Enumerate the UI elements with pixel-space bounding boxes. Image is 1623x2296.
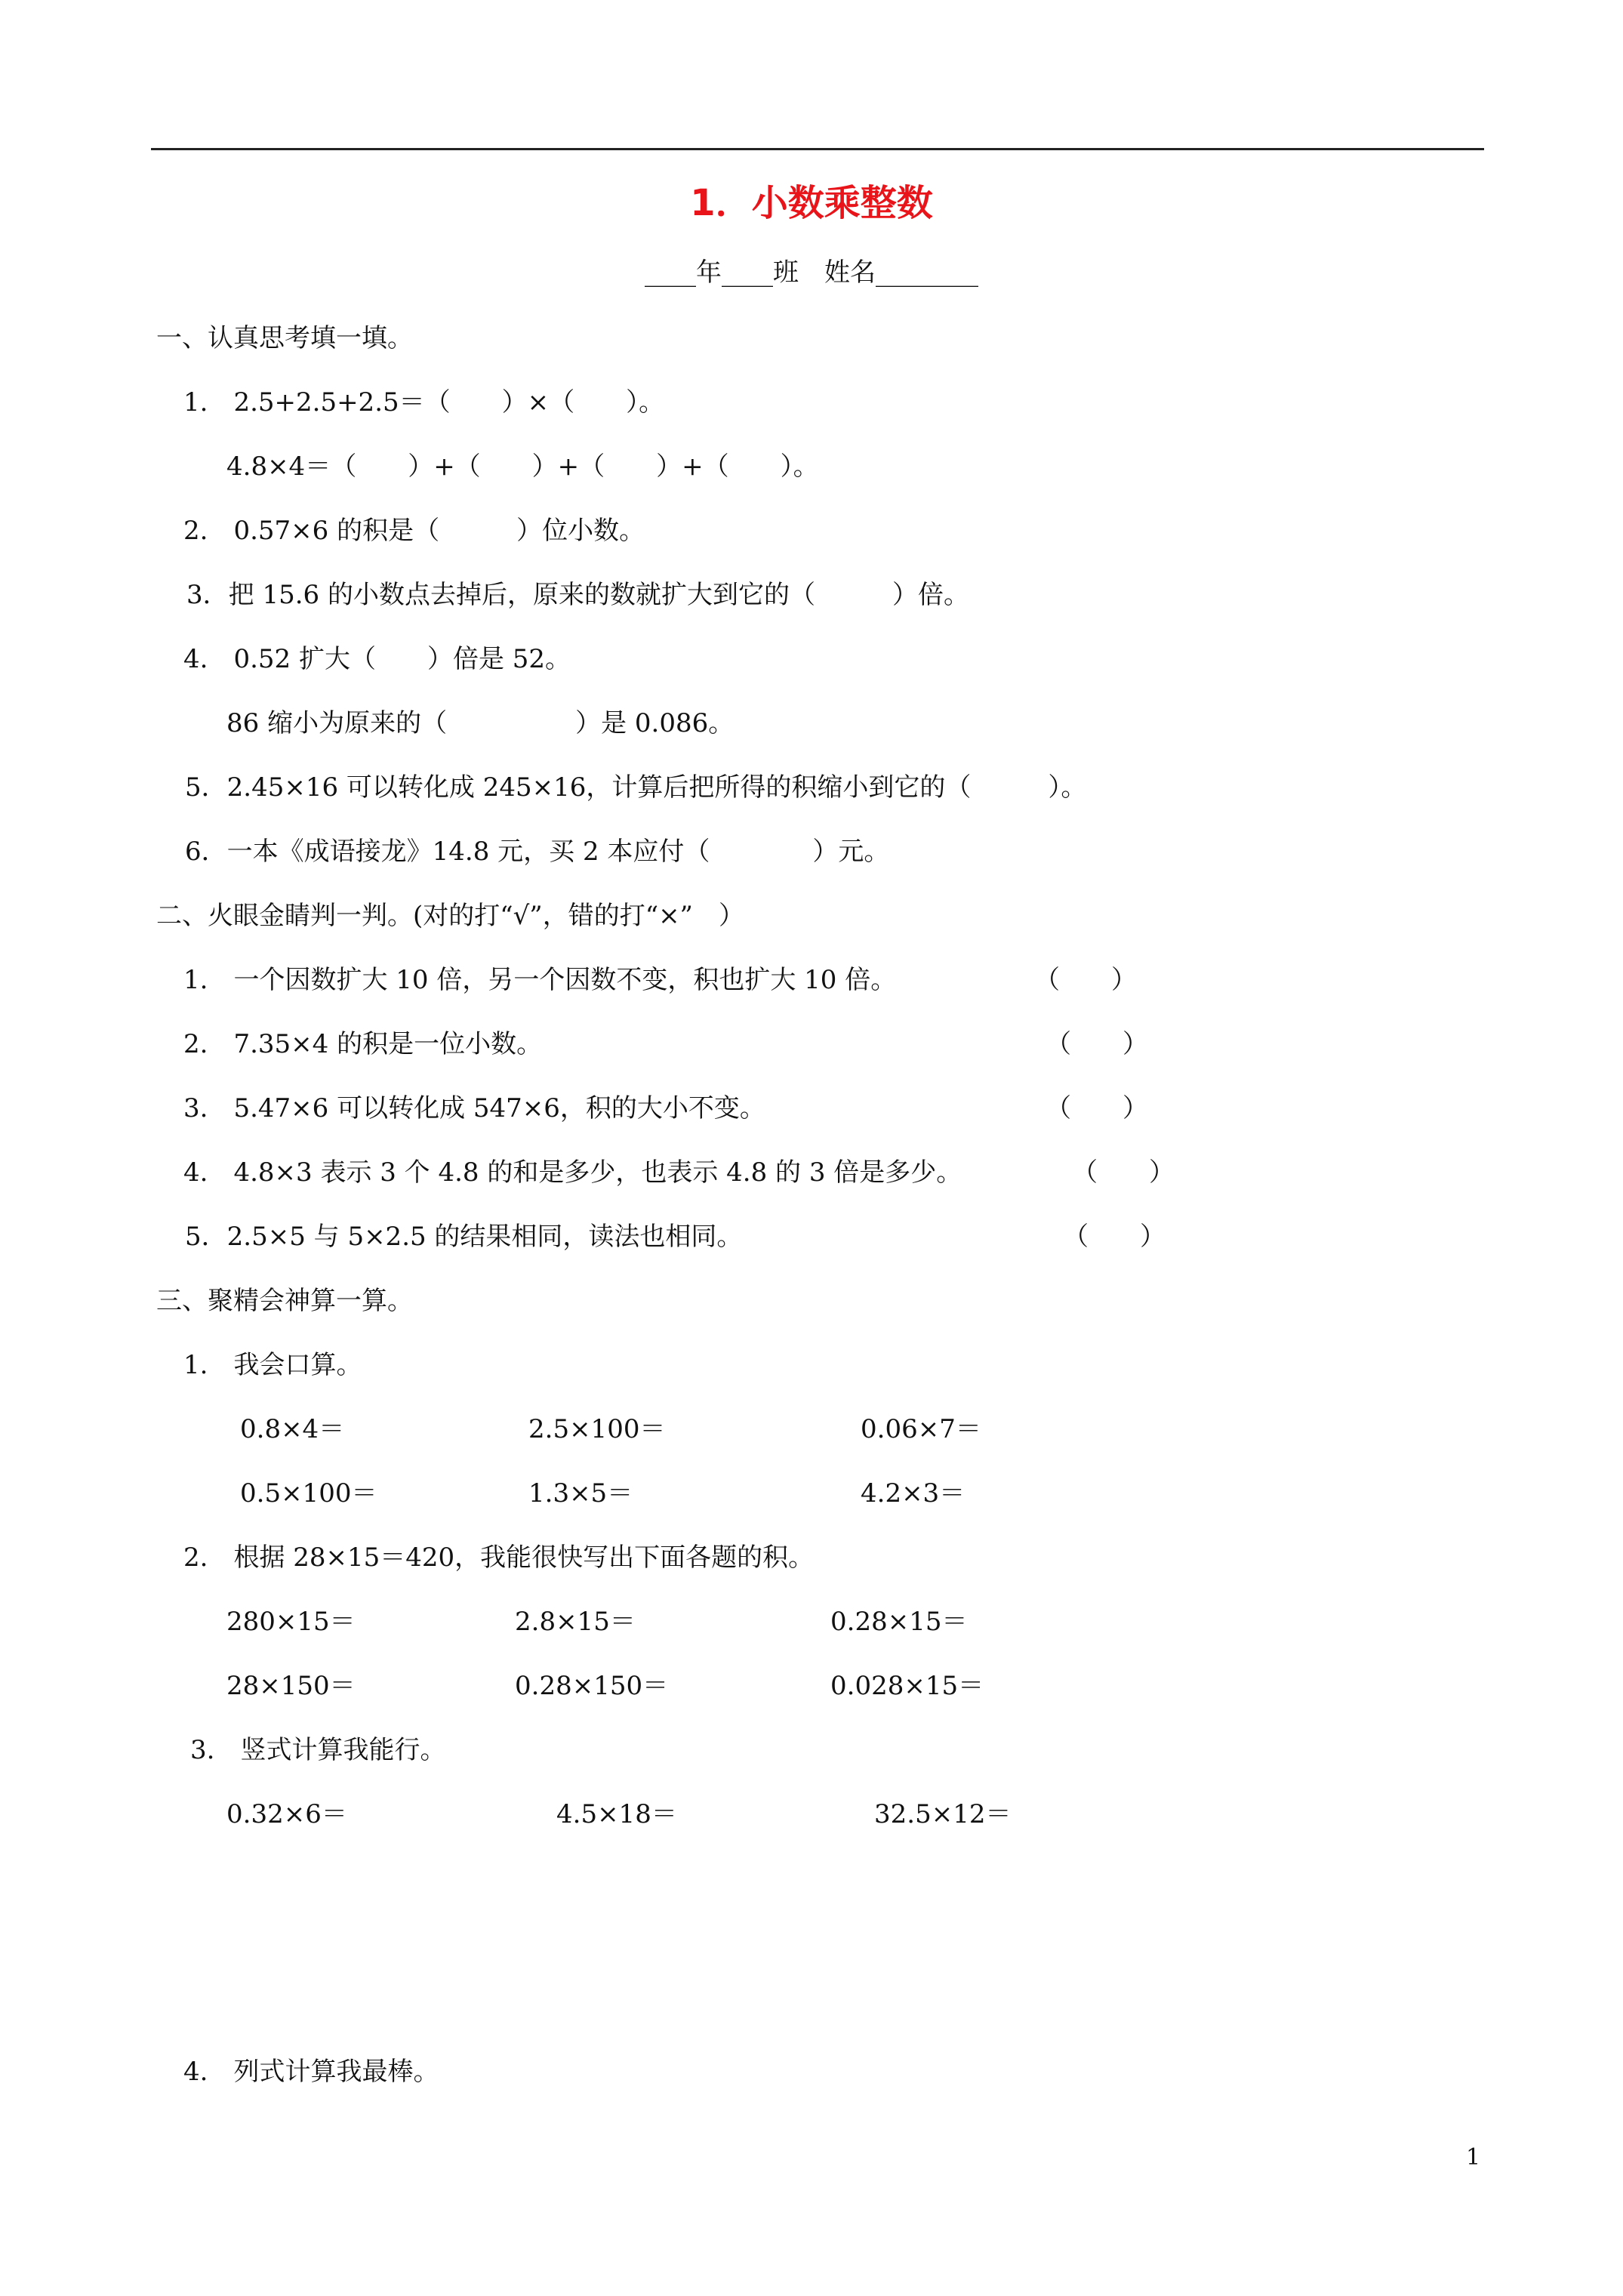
header-rule <box>151 148 1484 150</box>
vertical-calc-1: 0.32×6＝ <box>226 1799 347 1829</box>
section1-item-6: 6．一本《成语接龙》14.8 元，买 2 本应付（ ）元。 <box>185 837 890 867</box>
q3-label: 3. 竖式计算我能行。 <box>190 1735 446 1765</box>
section1-item-1b: 4.8×4＝（ ）+（ ）+（ ）+（ ）。 <box>226 451 819 482</box>
section1-item-5: 5．2.45×16 可以转化成 245×16，计算后把所得的积缩小到它的（ ）。 <box>185 772 1087 803</box>
judge-blank-4[interactable]: （ ） <box>1072 1157 1175 1188</box>
oral-calc-2: 2.5×100＝ <box>528 1414 666 1444</box>
oral-calc-4: 0.5×100＝ <box>240 1478 377 1509</box>
judge-statement-3: 3. 5.47×6 可以转化成 547×6，积的大小不变。 <box>183 1093 765 1123</box>
page-title: 1．小数乘整数 <box>690 182 933 224</box>
section1-item-4: 4. 0.52 扩大（ ）倍是 52。 <box>183 644 571 674</box>
section1-item-4b: 86 缩小为原来的（ ）是 0.086。 <box>226 708 735 738</box>
judge-statement-2: 2. 7.35×4 的积是一位小数。 <box>183 1029 543 1059</box>
judge-statement-4: 4. 4.8×3 表示 3 个 4.8 的和是多少，也表示 4.8 的 3 倍是多少。 <box>183 1157 962 1188</box>
q1-label: 1. 我会口算。 <box>183 1350 362 1380</box>
judge-statement-1: 1. 一个因数扩大 10 倍，另一个因数不变，积也扩大 10 倍。 <box>183 965 897 995</box>
oral-calc-5: 1.3×5＝ <box>528 1478 633 1509</box>
product-calc-6: 0.028×15＝ <box>830 1671 984 1701</box>
judge-blank-3[interactable]: （ ） <box>1046 1093 1148 1123</box>
q2-label: 2. 根据 28×15＝420，我能很快写出下面各题的积。 <box>183 1542 815 1573</box>
oral-calc-6: 4.2×3＝ <box>861 1478 965 1509</box>
section2-heading: 二、火眼金睛判一判。(对的打“√”，错的打“×” ） <box>156 901 744 931</box>
page-number: 1 <box>1466 2144 1481 2171</box>
product-calc-1: 280×15＝ <box>226 1607 356 1637</box>
vertical-calc-2: 4.5×18＝ <box>556 1799 677 1829</box>
judge-blank-5[interactable]: （ ） <box>1063 1222 1166 1252</box>
product-calc-3: 0.28×15＝ <box>830 1607 968 1637</box>
section1-item-1: 1. 2.5+2.5+2.5＝（ ）×（ ）。 <box>183 387 665 418</box>
judge-blank-1[interactable]: （ ） <box>1034 965 1137 995</box>
judge-blank-2[interactable]: （ ） <box>1046 1029 1148 1059</box>
section3-heading: 三、聚精会神算一算。 <box>156 1286 413 1316</box>
section1-heading: 一、认真思考填一填。 <box>156 323 413 353</box>
oral-calc-1: 0.8×4＝ <box>240 1414 345 1444</box>
oral-calc-3: 0.06×7＝ <box>861 1414 981 1444</box>
q4-label: 4. 列式计算我最棒。 <box>183 2057 439 2087</box>
vertical-calc-3: 32.5×12＝ <box>874 1799 1012 1829</box>
product-calc-2: 2.8×15＝ <box>515 1607 636 1637</box>
product-calc-5: 0.28×150＝ <box>515 1671 669 1701</box>
judge-statement-5: 5．2.5×5 与 5×2.5 的结果相同，读法也相同。 <box>185 1222 743 1252</box>
product-calc-4: 28×150＝ <box>226 1671 356 1701</box>
name-line: ____年____班 姓名________ <box>645 257 978 288</box>
section1-item-2: 2. 0.57×6 的积是（ ）位小数。 <box>183 516 645 546</box>
section1-item-3: 3．把 15.6 的小数点去掉后，原来的数就扩大到它的（ ）倍。 <box>186 580 969 610</box>
